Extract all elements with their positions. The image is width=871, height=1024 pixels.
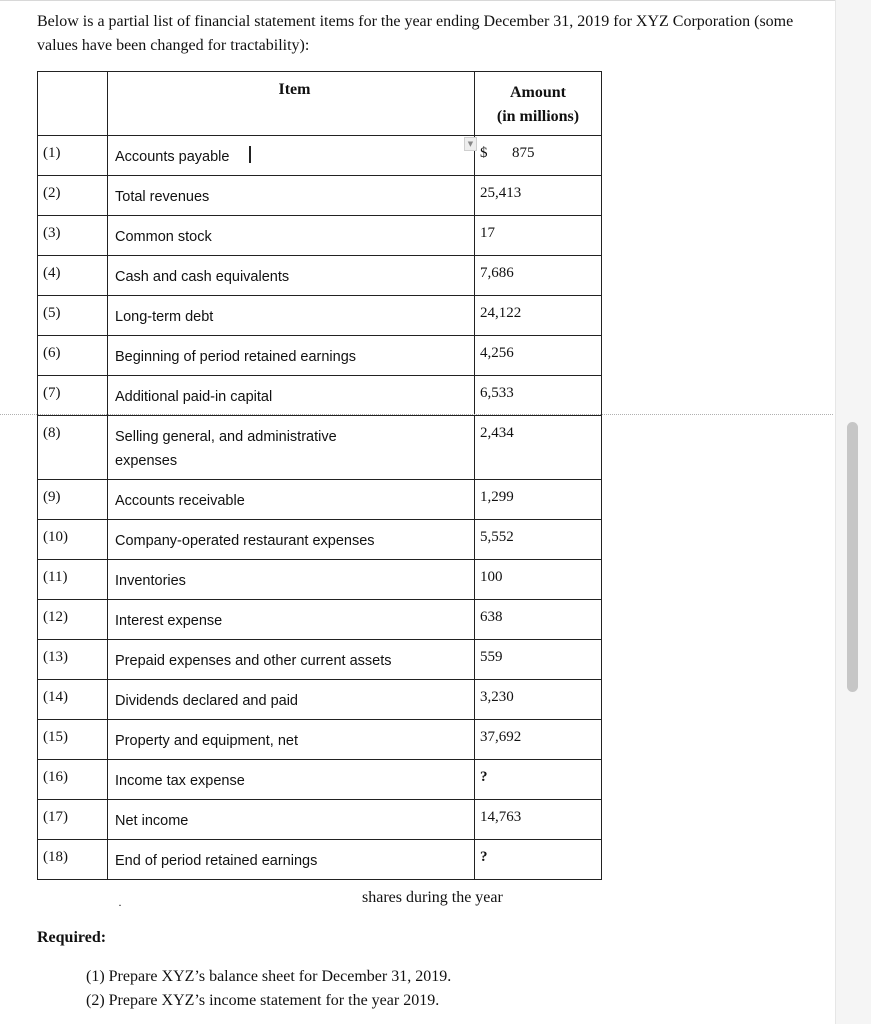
row-number: (6) xyxy=(43,345,61,361)
shares-note: shares during the year xyxy=(362,889,503,906)
row-number: (5) xyxy=(43,305,61,321)
row-amount: 37,692 xyxy=(480,729,522,745)
row-amount: 638 xyxy=(480,609,503,625)
row-number: (10) xyxy=(43,529,68,545)
table-row xyxy=(38,296,602,336)
header-amount-line1: Amount xyxy=(509,84,566,101)
row-amount: 3,230 xyxy=(480,689,514,705)
table-header-row xyxy=(38,72,602,136)
header-amount-line2: (in millions) xyxy=(496,108,580,125)
row-amount: 1,299 xyxy=(480,489,514,505)
row-item: Dividends declared and paid xyxy=(115,693,298,709)
row-item: End of period retained earnings xyxy=(115,853,318,869)
row-number: (11) xyxy=(43,569,68,585)
row-amount: 24,122 xyxy=(480,305,522,321)
table-row xyxy=(38,720,602,760)
row-amount: ? xyxy=(480,849,488,865)
table-row xyxy=(38,640,602,680)
row-number: (12) xyxy=(43,609,68,625)
row-amount: 14,763 xyxy=(480,809,522,825)
row-item: Income tax expense xyxy=(115,773,245,789)
intro-text: Below is a partial list of financial statement items for the year ending December 31, 2019 for XYZ Corporation (some values have been changed for tractability): xyxy=(37,13,794,54)
row-amount: ? xyxy=(480,769,488,785)
row-amount: 100 xyxy=(480,569,503,585)
row-item: Accounts receivable xyxy=(115,493,245,509)
row-number: (3) xyxy=(43,225,61,241)
dropdown-arrow-icon[interactable]: ▼ xyxy=(464,137,477,151)
table-row xyxy=(38,136,602,176)
required-item: (2) Prepare XYZ’s income statement for the year 2019. xyxy=(86,992,440,1009)
page-break-line xyxy=(0,414,833,415)
row-amount: 6,533 xyxy=(480,385,514,401)
row-amount: 5,552 xyxy=(480,529,514,545)
table-row xyxy=(38,256,602,296)
top-border xyxy=(0,0,835,1)
table-row xyxy=(38,680,602,720)
table-row xyxy=(38,600,602,640)
row-number: (18) xyxy=(43,849,68,865)
required-heading: Required: xyxy=(37,929,107,946)
table-row xyxy=(38,560,602,600)
row-number: (7) xyxy=(43,385,61,401)
row-number: (17) xyxy=(43,809,68,825)
table-row xyxy=(38,216,602,256)
currency-symbol: $ xyxy=(480,145,488,161)
row-number: (9) xyxy=(43,489,61,505)
table-row xyxy=(38,760,602,800)
row-item: Beginning of period retained earnings xyxy=(115,349,357,365)
row-amount: 2,434 xyxy=(480,425,514,441)
row-item: Common stock xyxy=(115,229,212,245)
header-item-cell xyxy=(108,72,475,136)
row-item: Net income xyxy=(115,813,189,829)
row-amount: 7,686 xyxy=(480,265,514,281)
table-row xyxy=(38,480,602,520)
table-row xyxy=(38,336,602,376)
row-number: (14) xyxy=(43,689,68,705)
header-amount-cell xyxy=(475,72,602,136)
row-item: Total revenues xyxy=(115,189,210,205)
scrollbar-thumb[interactable] xyxy=(847,422,858,692)
row-number: (13) xyxy=(43,649,68,665)
row-item: Selling general, and administrative expenses xyxy=(115,429,337,469)
table-row xyxy=(38,176,602,216)
row-number: (15) xyxy=(43,729,68,745)
row-number: (4) xyxy=(43,265,61,281)
table-row xyxy=(38,800,602,840)
text-cursor xyxy=(249,146,251,163)
table-row xyxy=(38,520,602,560)
table-row xyxy=(38,376,602,416)
row-number: (16) xyxy=(43,769,68,785)
table-row xyxy=(38,416,602,480)
header-item: Item xyxy=(278,81,311,98)
row-item: Additional paid-in capital xyxy=(115,389,273,405)
header-amount xyxy=(475,72,601,129)
row-number: (2) xyxy=(43,185,61,201)
row-item: Prepaid expenses and other current assets xyxy=(115,653,392,669)
row-amount: 4,256 xyxy=(480,345,514,361)
row-item: Accounts payable xyxy=(115,149,230,165)
editable-cell[interactable] xyxy=(108,136,475,176)
required-item: (1) Prepare XYZ’s balance sheet for December 31, 2019. xyxy=(86,968,452,985)
header-num-cell xyxy=(38,72,108,136)
row-amount: 559 xyxy=(480,649,503,665)
row-amount: 875 xyxy=(512,145,535,161)
stray-dot: · xyxy=(118,898,122,912)
row-item: Inventories xyxy=(115,573,186,589)
required-list xyxy=(86,965,451,1013)
row-amount: 17 xyxy=(480,225,495,241)
row-item: Long-term debt xyxy=(115,309,214,325)
row-item: Cash and cash equivalents xyxy=(115,269,290,285)
row-item: Company-operated restaurant expenses xyxy=(115,533,375,549)
row-item: Property and equipment, net xyxy=(115,733,298,749)
financial-items-table xyxy=(37,71,602,880)
row-amount: 25,413 xyxy=(480,185,522,201)
row-number: (1) xyxy=(43,145,61,161)
row-item: Interest expense xyxy=(115,613,223,629)
row-number: (8) xyxy=(43,425,61,441)
table-row xyxy=(38,840,602,880)
